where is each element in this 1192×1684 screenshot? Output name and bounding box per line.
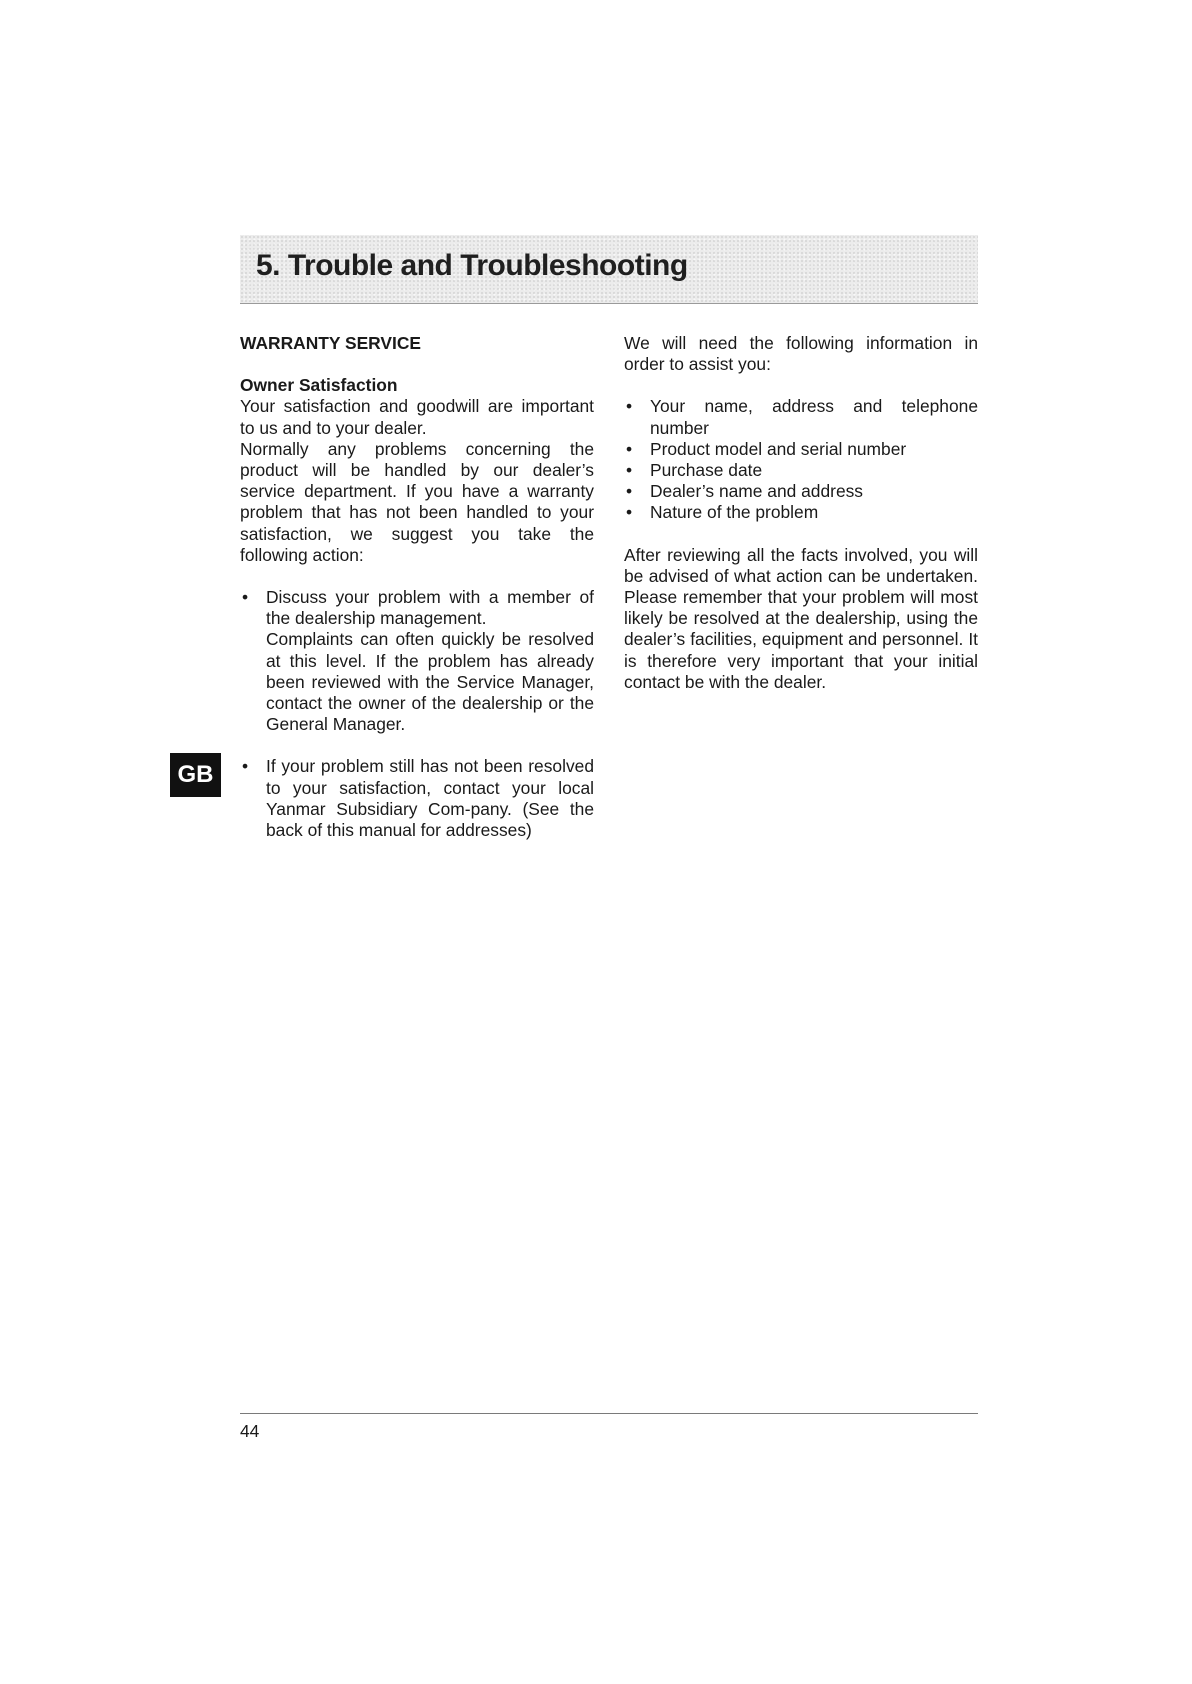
chapter-title: 5. Trouble and Troubleshooting: [256, 249, 688, 282]
action-step-text: • Discuss your problem with a member of the dealership management.: [266, 587, 594, 629]
left-column: [240, 333, 594, 862]
action-step-text: • If your problem still has not been resolved to your satisfaction, contact your local Yanmar Subsidiary Com-pany. (See the back of this manual for addresses): [266, 756, 594, 841]
footer-divider: [240, 1413, 978, 1414]
list-item: • Product model and serial number: [624, 439, 978, 460]
closing-paragraph: After reviewing all the facts involved, you will be advised of what action can be undertaken. Please remember that your problem will most likely be resolved at the dealership, using the dealer’s facilities, equipment and personnel. It is therefore very important that your initial contact be with the dealer.: [624, 544, 978, 692]
list-item: • Your name, address and telephone number: [624, 396, 978, 438]
list-item: • Nature of the problem: [624, 502, 978, 523]
list-item: • Purchase date: [624, 460, 978, 481]
action-step-detail: Complaints can often quickly be resolved at this level. If the problem has already been reviewed with the Service Manager, contact the owner of the dealership or the General Manager.: [266, 629, 594, 735]
required-information-list: [624, 396, 978, 523]
satisfaction-paragraph: Your satisfaction and goodwill are important to us and to your dealer.: [240, 396, 594, 438]
section-heading-warranty-service: WARRANTY SERVICE: [240, 333, 422, 353]
list-item: [240, 756, 594, 841]
action-steps-list: [240, 587, 594, 841]
language-tab-gb: GB: [170, 753, 221, 797]
information-intro: We will need the following information in order to assist you:: [624, 333, 978, 375]
list-item: • Dealer’s name and address: [624, 481, 978, 502]
subheading-owner-satisfaction: Owner Satisfaction: [240, 375, 398, 396]
dealer-service-paragraph: Normally any problems concerning the product will be handled by our dealer’s service department. If you have a warranty problem that has not been handled to your satisfaction, we suggest you take the following action:: [240, 438, 594, 565]
right-column: [624, 333, 978, 693]
chapter-banner: [240, 235, 978, 304]
list-item: [240, 587, 594, 735]
page-number: 44: [240, 1421, 260, 1441]
